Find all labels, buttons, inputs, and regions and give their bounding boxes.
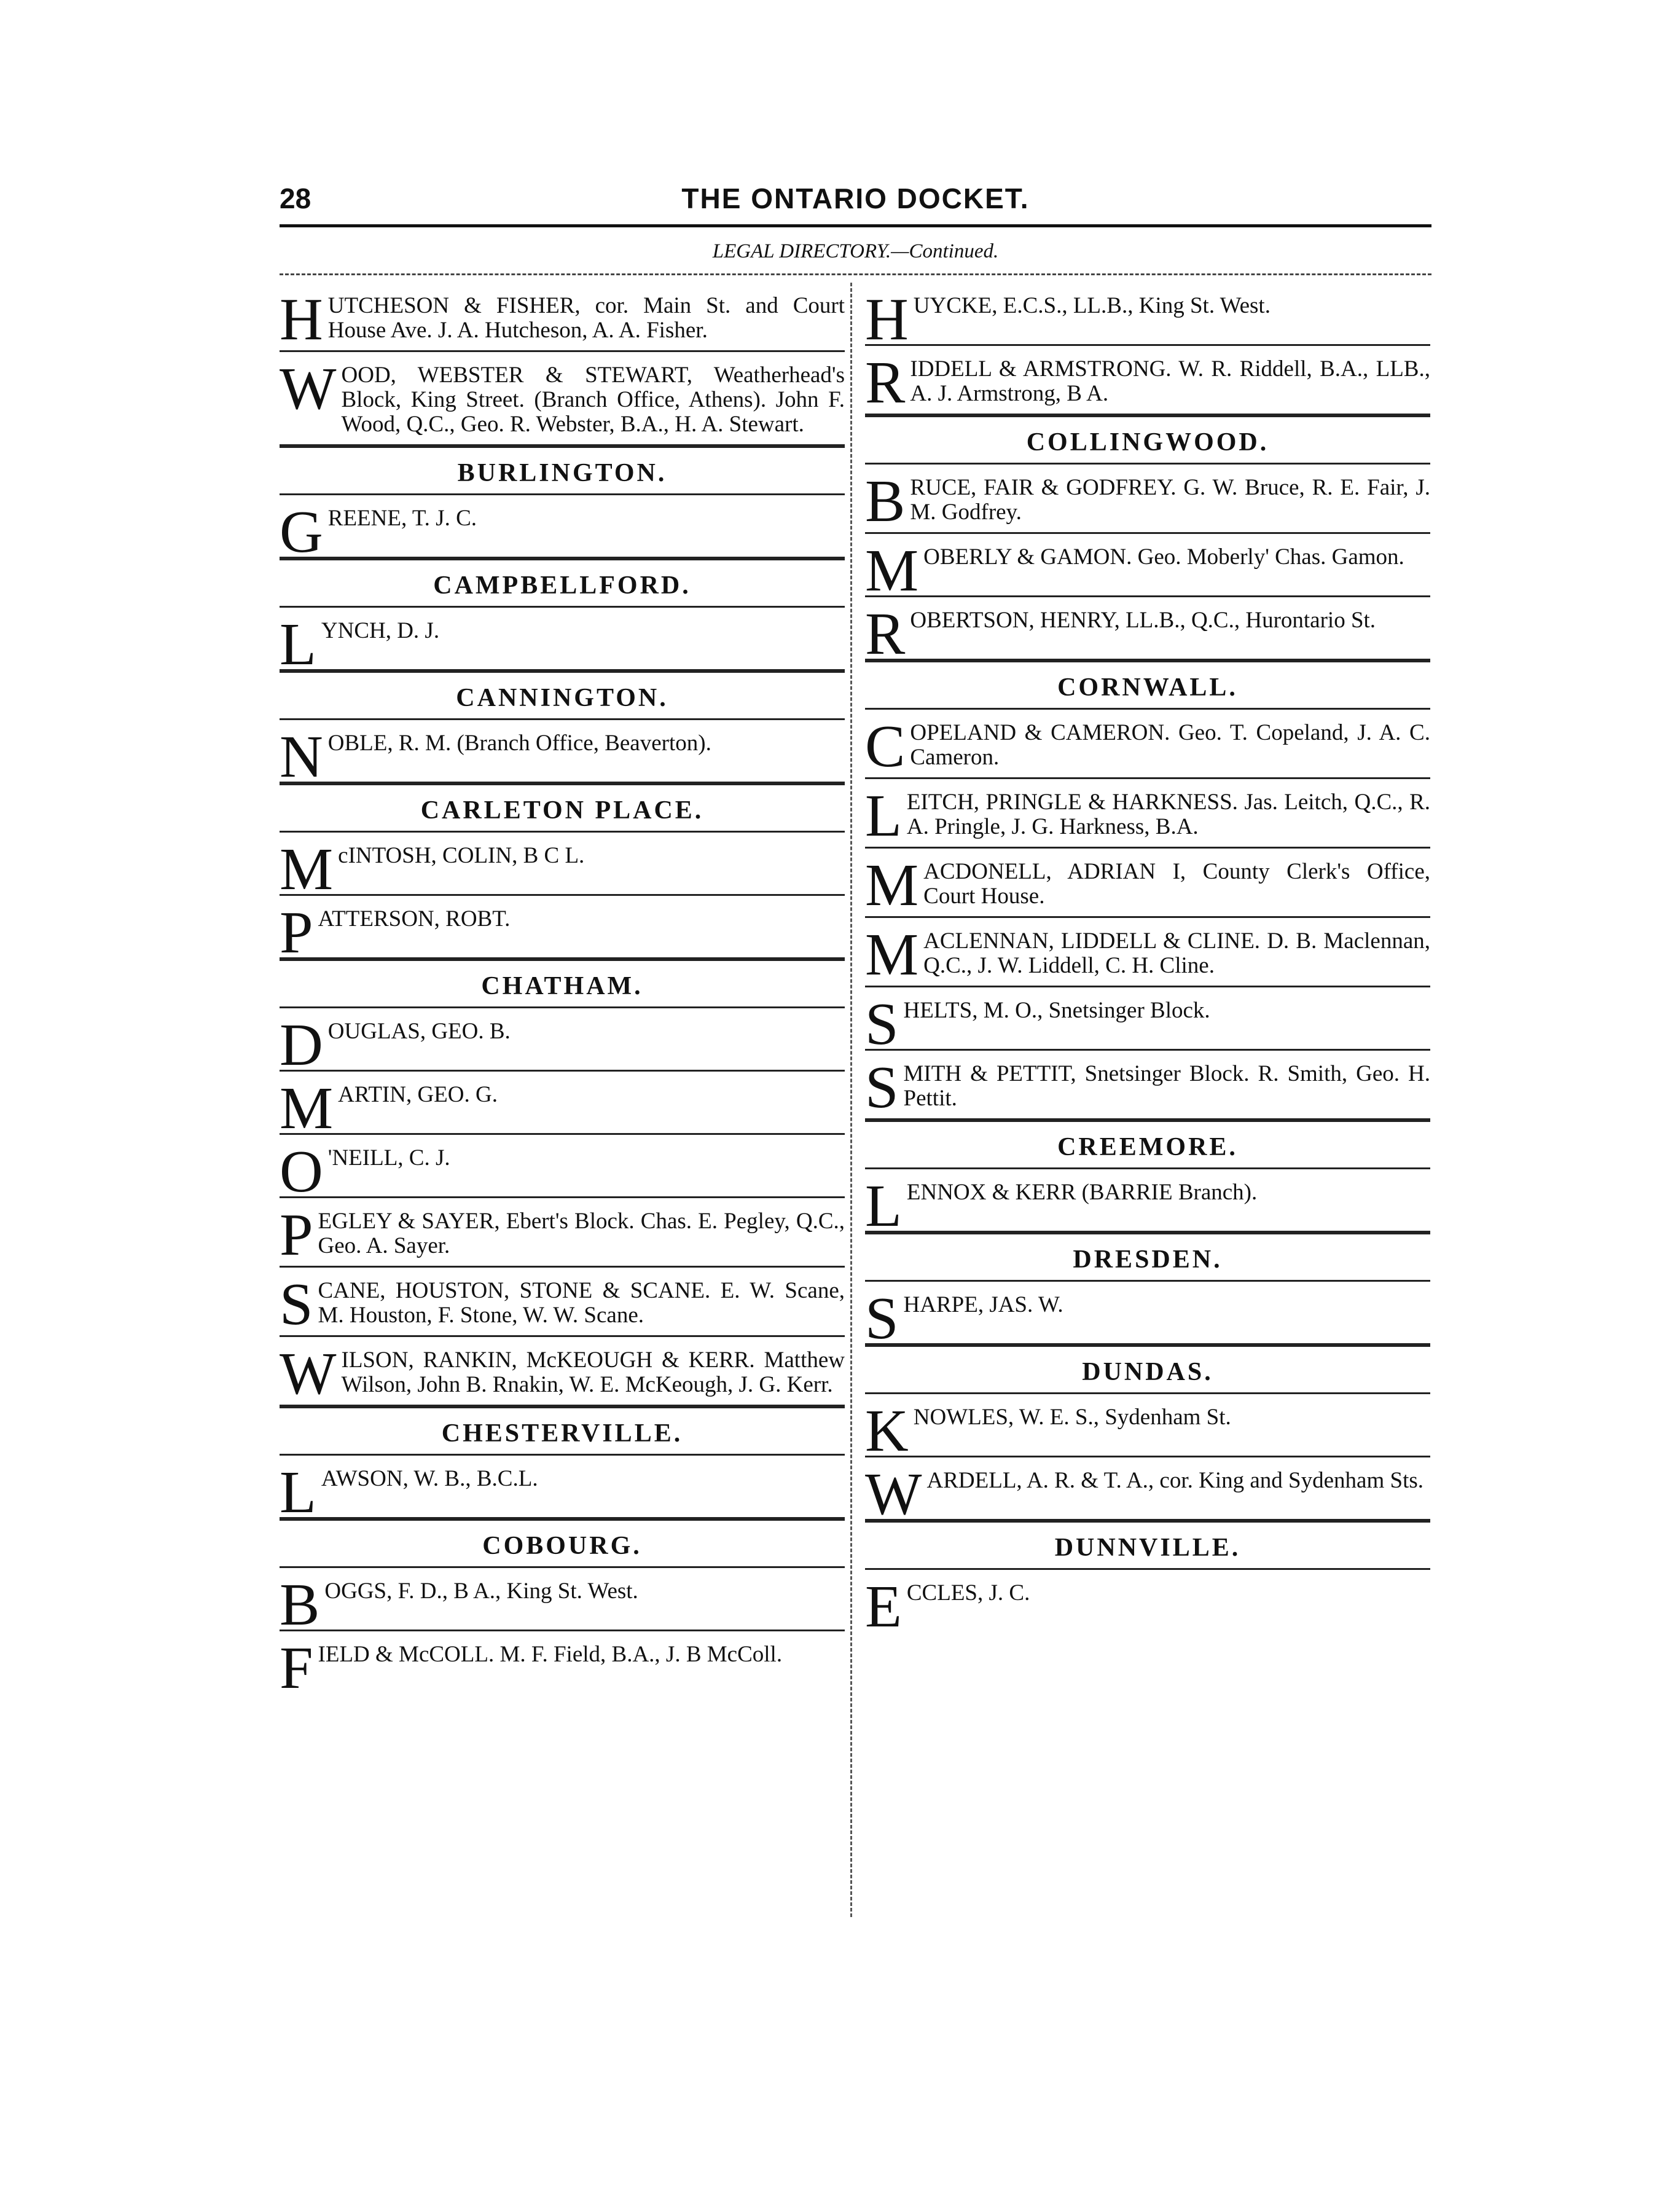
entry-text: OUGLAS, GEO. B. <box>327 1019 511 1044</box>
drop-cap: E <box>865 1574 902 1640</box>
drop-cap: R <box>865 601 906 667</box>
entry-text: 'NEILL, C. J. <box>327 1145 450 1171</box>
entry-text: AWSON, W. B., B.C.L. <box>321 1466 538 1491</box>
drop-cap: L <box>865 783 902 849</box>
drop-cap: S <box>865 1054 899 1121</box>
entry-text: IELD & McCOLL. M. F. Field, B.A., J. B McColl. <box>318 1642 783 1667</box>
directory-entry <box>865 710 1430 779</box>
directory-entry <box>280 1268 845 1337</box>
drop-cap: M <box>280 836 334 903</box>
entry-text: cINTOSH, COLIN, B C L. <box>338 843 585 868</box>
directory-entry <box>280 1456 845 1526</box>
entry-text: OBERLY & GAMON. Geo. Moberly' Chas. Gamon. <box>923 544 1404 570</box>
town-heading: CORNWALL. <box>865 661 1430 710</box>
town-heading: CANNINGTON. <box>280 671 845 720</box>
entry-text: IDDELL & ARMSTRONG. W. R. Riddell, B.A., LLB., A. J. Armstrong, B A. <box>910 356 1430 406</box>
directory-entry <box>280 1568 845 1638</box>
town-heading: COBOURG. <box>280 1519 845 1568</box>
entry-text: OGGS, F. D., B A., King St. West. <box>324 1579 638 1604</box>
drop-cap: G <box>280 499 323 565</box>
header-rule <box>280 224 1431 227</box>
directory-entry <box>865 849 1430 918</box>
directory-entry <box>280 1337 845 1406</box>
entry-text: EITCH, PRINGLE & HARKNESS. Jas. Leitch, Q.C., R. A. Pringle, J. G. Harkness, B.A. <box>906 790 1430 839</box>
town-heading: CHESTERVILLE. <box>280 1406 845 1456</box>
drop-cap: W <box>280 356 337 422</box>
entry-text: HELTS, M. O., Snetsinger Block. <box>903 998 1210 1023</box>
page-number: 28 <box>280 182 311 214</box>
town-heading: DUNDAS. <box>865 1345 1430 1394</box>
drop-cap: W <box>280 1341 337 1407</box>
directory-entry <box>280 283 845 352</box>
drop-cap: H <box>865 286 909 353</box>
drop-cap: L <box>280 1459 316 1526</box>
drop-cap: B <box>865 468 906 535</box>
directory-entry <box>280 833 845 903</box>
directory-entry <box>865 1169 1430 1239</box>
drop-cap: O <box>280 1139 323 1205</box>
drop-cap: H <box>280 286 323 353</box>
town-heading: CREEMORE. <box>865 1120 1430 1169</box>
directory-entry <box>280 1631 845 1701</box>
entry-text: EGLEY & SAYER, Ebert's Block. Chas. E. Pegley, Q.C., Geo. A. Sayer. <box>318 1209 845 1258</box>
directory-entry <box>280 495 845 565</box>
directory-entry <box>280 1135 845 1205</box>
drop-cap: M <box>865 538 919 604</box>
entry-text: MITH & PETTIT, Snetsinger Block. R. Smith, Geo. H. Pettit. <box>903 1061 1430 1111</box>
drop-cap: S <box>865 1285 899 1352</box>
entry-text: ACDONELL, ADRIAN I, County Clerk's Office, Court House. <box>923 859 1430 909</box>
town-heading: BURLINGTON. <box>280 446 845 495</box>
entry-text: UYCKE, E.C.S., LL.B., King St. West. <box>913 293 1271 318</box>
right-column <box>865 283 1430 1640</box>
directory-entry <box>865 597 1430 667</box>
drop-cap: K <box>865 1398 909 1464</box>
directory-entry <box>865 1282 1430 1352</box>
directory-entry <box>280 1072 845 1142</box>
directory-entry <box>865 1051 1430 1120</box>
entry-text: ILSON, RANKIN, McKEOUGH & KERR. Matthew Wilson, John B. Rnakin, W. E. McKeough, J. G. Kerr. <box>341 1347 845 1397</box>
column-divider <box>850 283 852 1917</box>
town-heading: DRESDEN. <box>865 1233 1430 1282</box>
drop-cap: S <box>865 991 899 1057</box>
running-title: THE ONTARIO DOCKET. <box>681 182 1030 214</box>
directory-entry <box>865 1570 1430 1640</box>
drop-cap: P <box>280 900 313 966</box>
directory-entry <box>280 608 845 678</box>
entry-text: ATTERSON, ROBT. <box>318 906 511 931</box>
drop-cap: L <box>280 611 316 678</box>
entry-text: OBLE, R. M. (Branch Office, Beaverton). <box>327 731 711 756</box>
town-heading: CHATHAM. <box>280 959 845 1008</box>
entry-text: ARDELL, A. R. & T. A., cor. King and Sydenham Sts. <box>926 1468 1424 1493</box>
left-column <box>280 283 845 1701</box>
entry-text: CCLES, J. C. <box>906 1580 1030 1606</box>
drop-cap: L <box>865 1173 902 1239</box>
drop-cap: N <box>280 724 323 790</box>
entry-text: ENNOX & KERR (BARRIE Branch). <box>906 1180 1258 1205</box>
directory-entry <box>280 352 845 446</box>
entry-text: OBERTSON, HENRY, LL.B., Q.C., Hurontario St. <box>910 608 1376 633</box>
entry-text: OOD, WEBSTER & STEWART, Weatherhead's Block, King Street. (Branch Office, Athens). John F. Wood, Q.C., Geo. R. Webster, B.A., H. A. Stewart. <box>341 363 845 437</box>
directory-entry <box>865 465 1430 534</box>
page-header <box>280 180 1431 217</box>
subheading-rule <box>280 273 1431 275</box>
town-heading: COLLINGWOOD. <box>865 415 1430 465</box>
drop-cap: W <box>865 1461 922 1528</box>
entry-text: OPELAND & CAMERON. Geo. T. Copeland, J. A. C. Cameron. <box>910 720 1430 770</box>
drop-cap: R <box>865 350 906 416</box>
entry-text: ARTIN, GEO. G. <box>338 1082 498 1107</box>
entry-text: CANE, HOUSTON, STONE & SCANE. E. W. Scane, M. Houston, F. Stone, W. W. Scane. <box>318 1278 845 1328</box>
directory-entry <box>280 720 845 790</box>
entry-text: ACLENNAN, LIDDELL & CLINE. D. B. Maclennan, Q.C., J. W. Liddell, C. H. Cline. <box>923 928 1430 978</box>
drop-cap: M <box>280 1075 334 1142</box>
directory-entry <box>280 1198 845 1268</box>
directory-entry <box>865 346 1430 415</box>
directory-entry <box>865 918 1430 987</box>
directory-entry <box>865 1394 1430 1464</box>
directory-entry <box>865 987 1430 1057</box>
drop-cap: C <box>865 713 906 780</box>
directory-entry <box>865 534 1430 604</box>
town-heading: CAMPBELLFORD. <box>280 559 845 608</box>
drop-cap: B <box>280 1572 320 1638</box>
drop-cap: F <box>280 1635 313 1701</box>
entry-text: UTCHESON & FISHER, cor. Main St. and Court House Ave. J. A. Hutcheson, A. A. Fisher. <box>327 293 845 343</box>
directory-entry <box>865 1457 1430 1528</box>
entry-text: NOWLES, W. E. S., Sydenham St. <box>913 1405 1231 1430</box>
entry-text: YNCH, D. J. <box>321 618 440 643</box>
entry-text: RUCE, FAIR & GODFREY. G. W. Bruce, R. E. Fair, J. M. Godfrey. <box>910 475 1430 525</box>
directory-entry <box>865 283 1430 353</box>
drop-cap: M <box>865 922 919 988</box>
directory-entry <box>280 1008 845 1078</box>
entry-text: HARPE, JAS. W. <box>903 1292 1063 1317</box>
drop-cap: M <box>865 852 919 919</box>
drop-cap: S <box>280 1271 313 1338</box>
town-heading: DUNNVILLE. <box>865 1521 1430 1570</box>
entry-text: REENE, T. J. C. <box>327 506 477 531</box>
town-heading: CARLETON PLACE. <box>280 783 845 833</box>
directory-entry <box>865 779 1430 849</box>
drop-cap: P <box>280 1202 313 1268</box>
section-subheading: LEGAL DIRECTORY.—Continued. <box>712 240 999 262</box>
drop-cap: D <box>280 1012 323 1078</box>
directory-entry <box>280 896 845 966</box>
